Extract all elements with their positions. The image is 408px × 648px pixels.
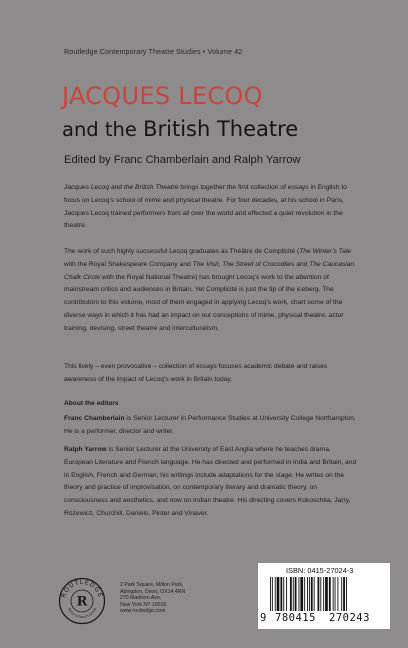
text-run: with the Royal Shakespeare Company and <box>64 260 193 268</box>
barcode-bar <box>309 577 310 611</box>
text-run: is Senior Lecturer in Performance Studies at University College Northampton. He is a performer, director and writer. <box>64 415 356 435</box>
barcode-lead-digit: 9 <box>260 612 267 624</box>
italic-run: Jacques Lecoq and the British Theatre <box>64 184 179 191</box>
address-line: 2 Park Square, Milton Park, <box>120 582 184 588</box>
text-run: with the Royal National Theatre) has brought Lecoq’s work to the attention of mainstream critics and audiences in Britain. Yet Complicité is just the tip of the iceberg. The contributors to this volume, most of them engaged in applying Lecoq’s work, chart some of the diverse ways in which it has had an impact on our conceptions of mime, physical theatre, actor training, devising, street theatre and interculturalism. <box>64 273 344 332</box>
about-editors-heading: About the editors <box>64 400 119 407</box>
barcode-right-digits: 270243 <box>329 612 370 624</box>
barcode-bar <box>343 577 345 611</box>
barcode-bars <box>270 577 378 617</box>
address-line: New York NY 10016 <box>120 601 167 608</box>
text-run: brings together the first collection of essays in English to focus on Lecoq’s school of mime and physical theatre. For four decades, at his school in Paris, Jacques Lecoq trained performers from all over the world and effected a quiet revolution in the theatre. <box>64 184 347 230</box>
barcode-bar <box>346 577 347 611</box>
barcode-bar <box>283 577 284 611</box>
italic-run: The Visit <box>192 260 219 268</box>
book-title-sub <box>62 117 298 141</box>
barcode-bar <box>293 577 294 611</box>
barcode-bar <box>335 577 336 611</box>
text-run: is Senior Lecturer at the University of East Anglia where he teaches drama, European Literature and French language. He has directed and performed in India and Britain, and in English, French and German; his writings include adaptations for the stage. He writes on the theory and practice of improvisation, on contemporary literary and dramatic theory, on consciousness and aesthetics, and now on Indian theatre. His directing covers Kokoschka, Jarry, Różewicz, Churchill, Daniels, Pinter and Vinaver. <box>64 446 357 517</box>
blurb-paragraph-2 <box>64 246 358 336</box>
bold-run: Ralph Yarrow <box>64 446 107 453</box>
barcode-bar <box>320 577 321 611</box>
italic-run: The Winter’s Tale <box>299 248 352 255</box>
barcode-bar <box>277 577 280 611</box>
barcode-bar <box>325 577 328 611</box>
editors-line: Edited by Franc Chamberlain and Ralph Yarrow <box>64 154 301 166</box>
barcode-bar <box>318 577 320 611</box>
bio-franc <box>64 413 358 439</box>
barcode-bar <box>341 577 342 611</box>
text-run: This lively – even provocative – collection of essays focuses academic debate and raises awareness of the impact of Lecoq’s work in Britain today. <box>64 363 328 383</box>
barcode-bar <box>300 577 303 611</box>
address-line: Abingdon, Oxon, OX14 4RN <box>120 588 186 595</box>
logo-sub-text: Taylor & Francis Group <box>67 607 97 620</box>
barcode-bar <box>272 577 273 611</box>
barcode-bar <box>270 577 271 611</box>
logo-ring-text: ROUTLEDGE <box>60 579 104 599</box>
barcode-bar <box>307 577 308 611</box>
isbn-text: ISBN: 0415-27024-3 <box>286 566 354 575</box>
barcode-left-digits: 780415 <box>275 612 316 624</box>
barcode-bar <box>275 577 276 611</box>
address-line: 270 Madison Ave, <box>120 595 162 602</box>
text-run: The work of such highly successful Lecoq graduates as Théâtre de Complicité ( <box>64 248 300 255</box>
bio-ralph <box>64 444 358 521</box>
title-sub-prefix: and the <box>62 118 144 141</box>
barcode-bar <box>323 577 324 611</box>
title-sub-name: British Theatre <box>143 117 299 141</box>
barcode-bar <box>304 577 305 611</box>
barcode-bar <box>314 577 315 611</box>
barcode-bar <box>329 577 331 611</box>
barcode-bar <box>299 577 300 611</box>
book-title-main: JACQUES LECOQ <box>62 82 263 110</box>
text-run: and <box>294 260 310 268</box>
barcode-bar <box>333 577 334 611</box>
barcode-bar <box>286 577 287 611</box>
blurb-paragraph-1 <box>64 182 358 233</box>
bold-run: Franc Chamberlain <box>64 415 125 422</box>
barcode-bar <box>295 577 297 611</box>
barcode-bar <box>337 577 338 611</box>
series-line: Routledge Contemporary Theatre Studies • Volume 42 <box>64 47 243 56</box>
routledge-logo <box>58 577 106 625</box>
italic-run: The Caucasian Chalk Circle <box>64 260 355 281</box>
address-line: www.routledge.com <box>120 608 166 615</box>
italic-run: The Street of Crocodiles <box>222 260 295 268</box>
barcode-bar <box>311 577 313 611</box>
blurb-paragraph-3 <box>64 361 358 387</box>
barcode-bar <box>280 577 282 611</box>
text-run: , <box>218 260 223 268</box>
logo-letter: R <box>76 594 88 610</box>
publisher-address <box>120 582 185 615</box>
barcode-bar <box>290 577 292 611</box>
